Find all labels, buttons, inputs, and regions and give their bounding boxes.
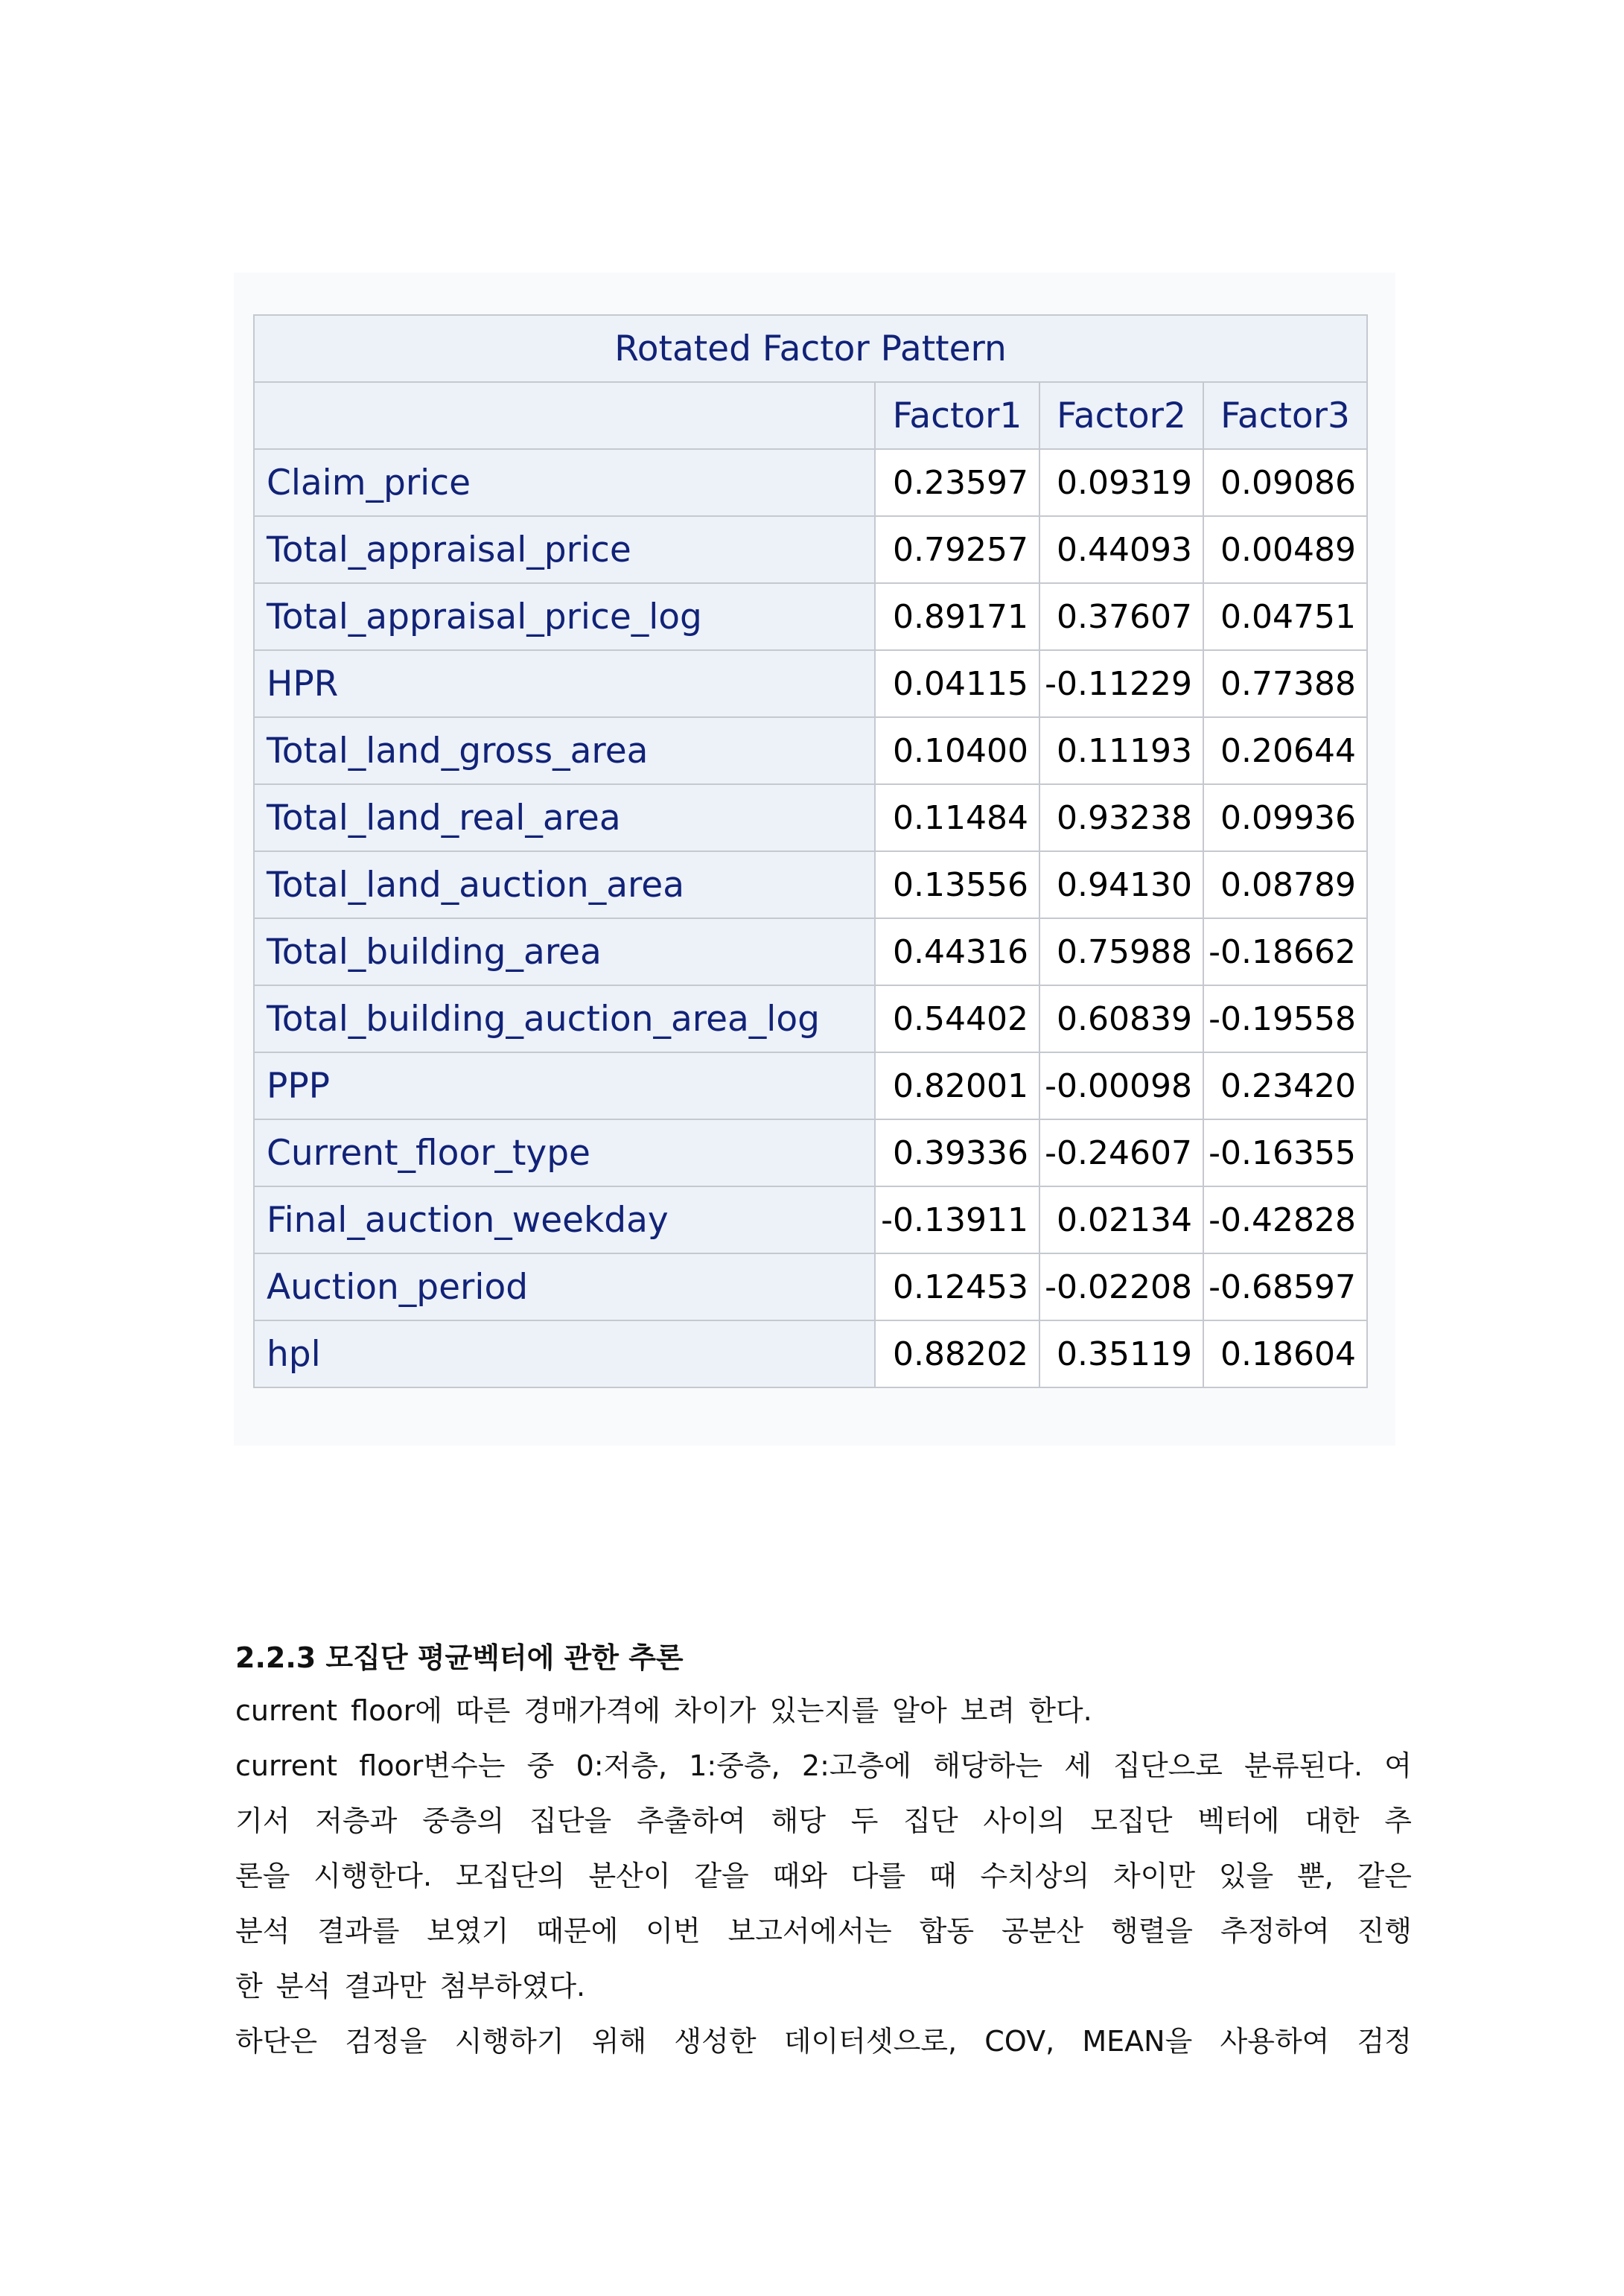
row-label: Total_land_auction_area (254, 851, 875, 918)
factor3-value: -0.19558 (1203, 985, 1367, 1052)
factor2-value: 0.11193 (1039, 717, 1203, 784)
factor1-value: 0.39336 (875, 1119, 1039, 1186)
row-label: Current_floor_type (254, 1119, 875, 1186)
table-row (254, 1052, 1367, 1119)
paragraph-line: 한 분석 결과만 첨부하였다. (235, 1970, 586, 2003)
factor2-value: -0.00098 (1039, 1052, 1203, 1119)
factor1-value: 0.88202 (875, 1320, 1039, 1387)
factor1-value: 0.89171 (875, 583, 1039, 650)
factor3-value: 0.18604 (1203, 1320, 1367, 1387)
row-label: Final_auction_weekday (254, 1186, 875, 1253)
rotated-factor-pattern-table (253, 314, 1368, 1388)
factor1-value: 0.23597 (875, 449, 1039, 516)
column-header-factor2: Factor2 (1039, 382, 1203, 449)
factor2-value: -0.24607 (1039, 1119, 1203, 1186)
factor3-value: 0.77388 (1203, 650, 1367, 717)
table-row (254, 1320, 1367, 1387)
paragraph-line: 하단은 검정을 시행하기 위해 생성한 데이터셋으로, COV, MEAN을 사용하여 검정 (235, 2025, 1412, 2058)
factor3-value: 0.20644 (1203, 717, 1367, 784)
table-row (254, 449, 1367, 516)
factor1-value: 0.10400 (875, 717, 1039, 784)
section-heading: 2.2.3 모집단 평균벡터에 관한 추론 (235, 1641, 684, 1674)
table-row (254, 1253, 1367, 1320)
paragraph-line: 기서 저층과 중층의 집단을 추출하여 해당 두 집단 사이의 모집단 벡터에 대한 추 (235, 1804, 1412, 1837)
table-row (254, 918, 1367, 985)
paragraph-line: current floor변수는 중 0:저층, 1:중층, 2:고층에 해당하는 세 집단으로 분류된다. 여 (235, 1749, 1412, 1782)
factor1-value: -0.13911 (875, 1186, 1039, 1253)
factor3-value: 0.09936 (1203, 784, 1367, 851)
factor2-value: 0.35119 (1039, 1320, 1203, 1387)
factor3-value: -0.16355 (1203, 1119, 1367, 1186)
factor2-value: 0.75988 (1039, 918, 1203, 985)
column-header-factor3: Factor3 (1203, 382, 1367, 449)
table-row (254, 851, 1367, 918)
section-paragraph (235, 1683, 1412, 2069)
table-row (254, 784, 1367, 851)
factor2-value: 0.60839 (1039, 985, 1203, 1052)
paragraph-line: current floor에 따른 경매가격에 차이가 있는지를 알아 보려 한다. (235, 1694, 1092, 1727)
factor1-value: 0.82001 (875, 1052, 1039, 1119)
row-label: Auction_period (254, 1253, 875, 1320)
factor1-value: 0.11484 (875, 784, 1039, 851)
factor2-value: -0.02208 (1039, 1253, 1203, 1320)
factor3-value: 0.08789 (1203, 851, 1367, 918)
factor3-value: -0.18662 (1203, 918, 1367, 985)
table-title: Rotated Factor Pattern (254, 315, 1367, 382)
factor2-value: 0.44093 (1039, 516, 1203, 583)
row-label: Total_land_real_area (254, 784, 875, 851)
factor1-value: 0.44316 (875, 918, 1039, 985)
row-label: HPR (254, 650, 875, 717)
row-label: PPP (254, 1052, 875, 1119)
table-body (254, 449, 1367, 1387)
factor1-value: 0.54402 (875, 985, 1039, 1052)
factor-table-panel (234, 273, 1395, 1446)
table-row (254, 717, 1367, 784)
factor3-value: 0.09086 (1203, 449, 1367, 516)
column-header-factor1: Factor1 (875, 382, 1039, 449)
row-label: Total_land_gross_area (254, 717, 875, 784)
factor3-value: 0.04751 (1203, 583, 1367, 650)
factor1-value: 0.12453 (875, 1253, 1039, 1320)
factor2-value: -0.11229 (1039, 650, 1203, 717)
factor2-value: 0.94130 (1039, 851, 1203, 918)
table-row (254, 516, 1367, 583)
factor1-value: 0.04115 (875, 650, 1039, 717)
factor2-value: 0.93238 (1039, 784, 1203, 851)
factor3-value: 0.23420 (1203, 1052, 1367, 1119)
factor2-value: 0.02134 (1039, 1186, 1203, 1253)
row-label: Total_appraisal_price_log (254, 583, 875, 650)
table-row (254, 583, 1367, 650)
factor2-value: 0.37607 (1039, 583, 1203, 650)
header-blank-cell (254, 382, 875, 449)
factor3-value: 0.00489 (1203, 516, 1367, 583)
paragraph-line: 론을 시행한다. 모집단의 분산이 같을 때와 다를 때 수치상의 차이만 있을 뿐, 같은 (235, 1860, 1412, 1892)
paragraph-line: 분석 결과를 보였기 때문에 이번 보고서에서는 합동 공분산 행렬을 추정하여 진행 (235, 1915, 1412, 1947)
factor2-value: 0.09319 (1039, 449, 1203, 516)
row-label: Total_building_area (254, 918, 875, 985)
table-row (254, 1119, 1367, 1186)
row-label: Claim_price (254, 449, 875, 516)
table-row (254, 985, 1367, 1052)
table-row (254, 650, 1367, 717)
row-label: hpl (254, 1320, 875, 1387)
factor1-value: 0.79257 (875, 516, 1039, 583)
factor3-value: -0.68597 (1203, 1253, 1367, 1320)
row-label: Total_building_auction_area_log (254, 985, 875, 1052)
row-label: Total_appraisal_price (254, 516, 875, 583)
factor1-value: 0.13556 (875, 851, 1039, 918)
factor3-value: -0.42828 (1203, 1186, 1367, 1253)
table-row (254, 1186, 1367, 1253)
